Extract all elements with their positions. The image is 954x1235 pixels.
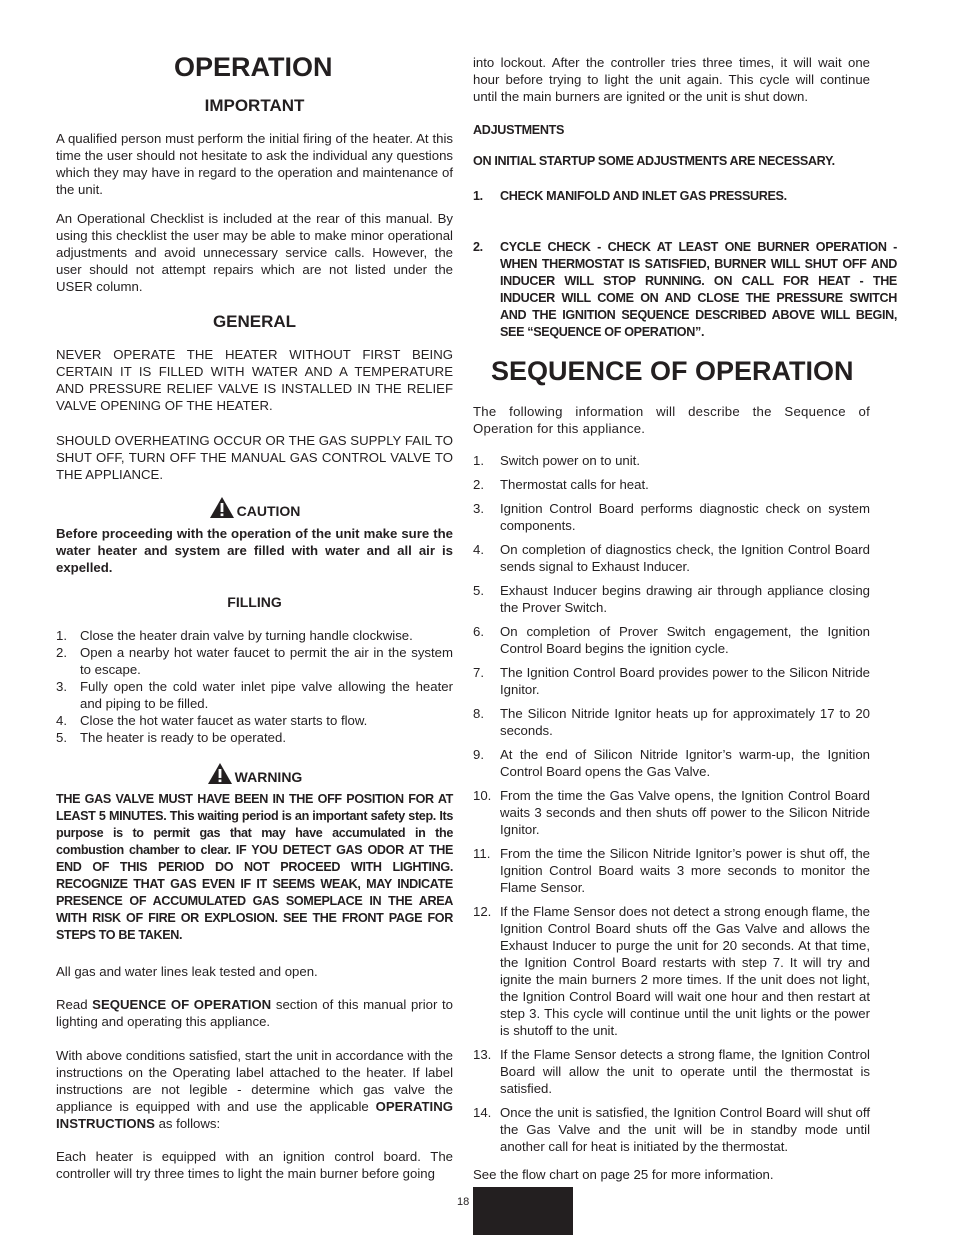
general-heading: GENERAL — [212, 312, 297, 331]
caution-text: Before proceeding with the operation of the unit make sure the water heater and system are filled with water and all air is expelled. — [56, 526, 453, 575]
leak-test-text: All gas and water lines leak tested and open. — [56, 964, 318, 979]
flowchart-reference: See the flow chart on page 25 for more information. — [473, 1167, 774, 1182]
page-title: OPERATION — [174, 52, 333, 82]
lockout-continued-text: into lockout. After the controller tries three times, it will wait one hour before trying to light the unit again. This cycle will continue until the main burners are ignited or the unit is shut down. — [473, 55, 870, 104]
warning-triangle-icon — [207, 762, 233, 785]
caution-label: CAUTION — [236, 503, 301, 519]
list-item: 2. Open a nearby hot water faucet to permit the air in the system to escape. — [56, 645, 453, 677]
list-item: 2. Thermostat calls for heat. — [473, 477, 649, 492]
list-item: 9. At the end of Silicon Nitride Ignitor’s warm-up, the Ignition Control Board opens the Gas Valve. — [473, 747, 870, 779]
important-paragraph-1: A qualified person must perform the initial firing of the heater. At this time the user should not hesitate to ask the individual any questions which they may have in regard to the operation and maintenance of the unit. — [56, 131, 453, 197]
caution-heading — [56, 496, 453, 519]
adjustment-item: 2. CYCLE CHECK - CHECK AT LEAST ONE BURNER OPERATION - WHEN THERMOSTAT IS SATISFIED, BURNER WILL SHUT OFF AND INDUCER WILL STOP RUNNING. ON CALL FOR HEAT - THE INDUCER WILL COME ON AND CLOSE THE PRESSURE SWITCH AND THE IGNITION SEQUENCE DESCRIBED ABOVE WILL BEGIN, SEE “SEQUENCE OF OPERATION”. — [473, 240, 897, 339]
important-heading: IMPORTANT — [204, 96, 305, 115]
right-column — [473, 0, 897, 1182]
warning-text: THE GAS VALVE MUST HAVE BEEN IN THE OFF POSITION FOR AT LEAST 5 MINUTES. This waiting period is an important safety step. Its purpose is to permit gas that may have accumulated in the combustion chamber to clear. IF YOU DETECT GAS ODOR AT THE END OF THIS PERIOD DO NOT PROCEED WITH LIGHTING. RECOGNIZE THAT GAS EVEN IF IT SEEMS WEAK, MAY INDICATE PRESENCE OF ACCUMULATED GAS SOMEPLACE IN THE AREA WITH RISK OF FIRE OR EXPLOSION. SEE THE FRONT PAGE FOR STEPS TO BE TAKEN. — [56, 792, 453, 942]
list-item: 10. From the time the Gas Valve opens, the Ignition Control Board waits 3 seconds and then shuts off power to the Silicon Nitride Ignitor. — [473, 788, 870, 837]
warning-label: WARNING — [234, 769, 303, 785]
filling-steps — [56, 627, 453, 746]
list-item: 4. Close the hot water faucet as water starts to flow. — [56, 713, 368, 728]
controller-text: Each heater is equipped with an ignition control board. The controller will try three times to light the main burner before going — [56, 1149, 453, 1181]
list-item: 5. Exhaust Inducer begins drawing air through appliance closing the Prover Switch. — [473, 583, 870, 615]
footer-tab — [473, 1187, 573, 1235]
list-item: 13. If the Flame Sensor detects a strong flame, the Ignition Control Board will allow the unit to operate until the thermostat is satisfied. — [473, 1047, 870, 1096]
warning-heading — [56, 762, 453, 785]
warning-triangle-icon — [209, 496, 235, 519]
list-item: 8. The Silicon Nitride Ignitor heats up for approximately 17 to 20 seconds. — [473, 706, 870, 738]
important-paragraph-2: An Operational Checklist is included at the rear of this manual. By using this checklist the user may be able to make minor operational adjustments and avoid unnecessary service calls. However, the user should not attempt repairs which are not listed under the USER column. — [56, 211, 453, 294]
sequence-intro: The following information will describe the Sequence of Operation for this appliance. — [473, 404, 870, 436]
general-paragraph-2: SHOULD OVERHEATING OCCUR OR THE GAS SUPPLY FAIL TO SHUT OFF, TURN OFF THE MANUAL GAS CONTROL VALVE TO THE APPLIANCE. — [56, 433, 453, 482]
read-sequence-text: Read SEQUENCE OF OPERATION section of this manual prior to lighting and operating this appliance. — [56, 997, 453, 1029]
page-number: 18 — [457, 1196, 470, 1208]
adjustments-intro: ON INITIAL STARTUP SOME ADJUSTMENTS ARE NECESSARY. — [473, 154, 835, 168]
adjustments-heading: ADJUSTMENTS — [473, 123, 565, 137]
list-item: 1. Close the heater drain valve by turning handle clockwise. — [56, 628, 413, 643]
sequence-steps — [473, 452, 870, 1162]
list-item: 1. Switch power on to unit. — [473, 453, 641, 468]
sequence-title: SEQUENCE OF OPERATION — [491, 356, 854, 386]
adjustment-item: 1. CHECK MANIFOLD AND INLET GAS PRESSURES. — [473, 189, 787, 203]
filling-heading: FILLING — [227, 594, 282, 610]
list-item: 4. On completion of diagnostics check, the Ignition Control Board sends signal to Exhaust Inducer. — [473, 542, 870, 574]
list-item: 3. Ignition Control Board performs diagnostic check on system components. — [473, 501, 870, 533]
list-item: 5. The heater is ready to be operated. — [56, 730, 287, 745]
general-paragraph-1: NEVER OPERATE THE HEATER WITHOUT FIRST BEING CERTAIN IT IS FILLED WITH WATER AND A TEMPERATURE AND PRESSURE RELIEF VALVE IS INSTALLED IN THE RELIEF VALVE OPENING OF THE HEATER. — [56, 347, 453, 413]
list-item: 12. If the Flame Sensor does not detect a strong enough flame, the Ignition Control Board shuts off the Gas Valve and allows the Exhaust Inducer to purge the unit for 20 seconds. At that time, the Ignition Control Board restarts with step 7. It will try and ignite the main burners 2 more times. If the unit does not light, the Ignition Control Board will wait one hour and then restart at step 3. This cycle will continue until the unit lights or the power is shutoff to the unit. — [473, 904, 870, 1038]
list-item: 11. From the time the Silicon Nitride Ignitor’s power is shut off, the Ignition Control Board waits 3 more seconds to monitor the Flame Sensor. — [473, 846, 870, 895]
list-item: 3. Fully open the cold water inlet pipe valve allowing the heater and piping to be filled. — [56, 679, 453, 711]
list-item: 7. The Ignition Control Board provides power to the Silicon Nitride Ignitor. — [473, 665, 870, 697]
start-unit-text: With above conditions satisfied, start the unit in accordance with the instructions on the Operating label attached to the heater. If label instructions are not legible - determine which gas valve the appliance is equipped with and use the applicable OPERATING INSTRUCTIONS as follows: — [56, 1048, 453, 1131]
list-item: 6. On completion of Prover Switch engagement, the Ignition Control Board begins the ignition cycle. — [473, 624, 870, 656]
list-item: 14. Once the unit is satisfied, the Ignition Control Board will shut off the Gas Valve and the unit will be in standby mode until another call for heat is initiated by the thermostat. — [473, 1105, 870, 1154]
